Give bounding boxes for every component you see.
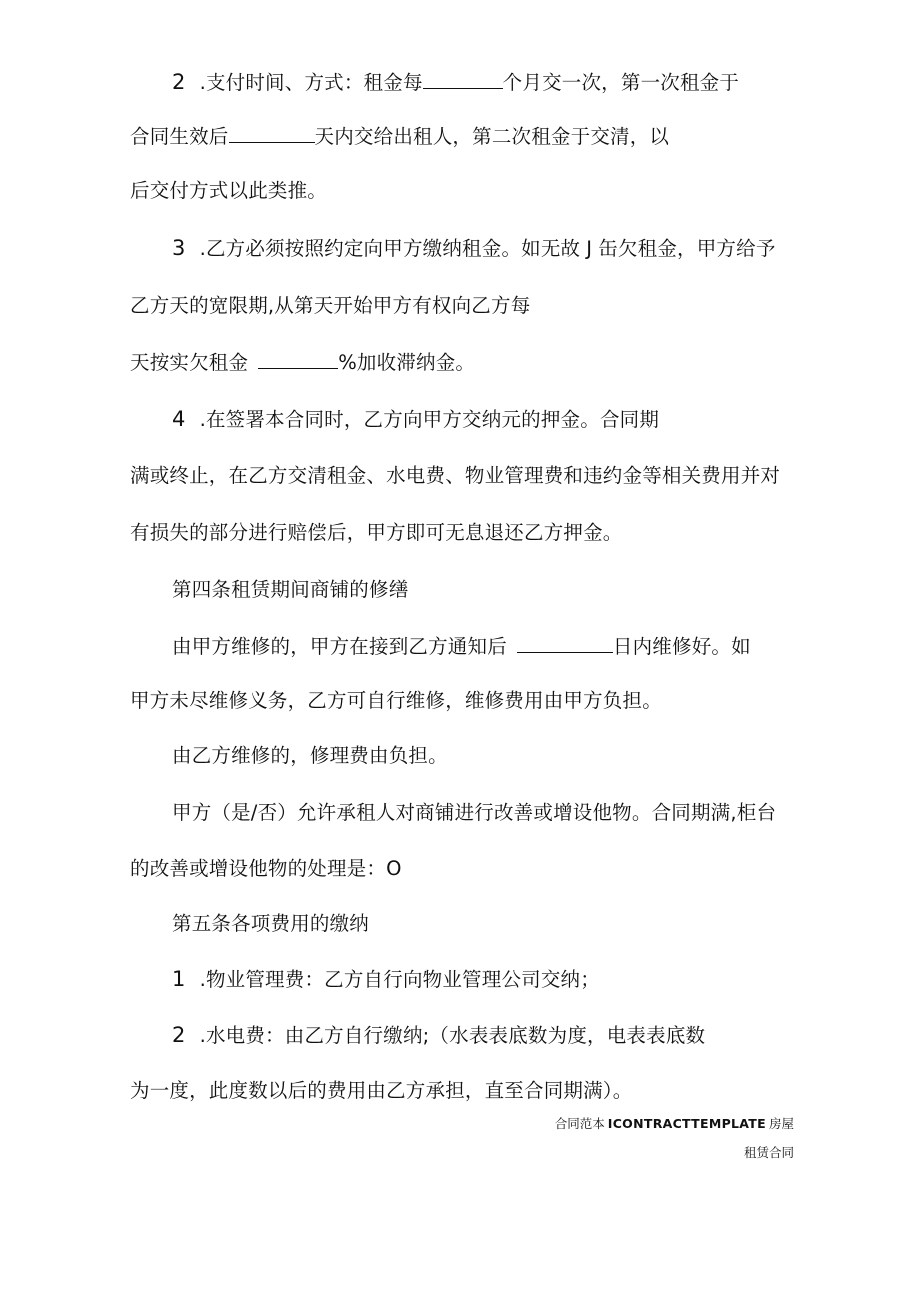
section-heading: 第四条租赁期间商铺的修缮 xyxy=(172,578,409,601)
paragraph-line: 后交付方式以此类推。 xyxy=(130,179,328,202)
text: 由甲方维修的，甲方在接到乙方通知后 xyxy=(172,635,507,658)
paragraph-line: 满或终止，在乙方交清租金、水电费、物业管理费和违约金等相关费用并对 xyxy=(130,464,781,487)
paragraph-utilities xyxy=(172,1021,705,1050)
text: %加收滞纳金。 xyxy=(338,351,476,374)
blank-days xyxy=(229,122,315,143)
text: .物业管理费：乙方自行向物业管理公司交纳； xyxy=(199,968,600,991)
section-heading: 第五条各项费用的缴纳 xyxy=(172,912,370,935)
paragraph-line: 的改善或增设他物的处理是：O xyxy=(130,857,402,880)
footer-brand: ICONTRACTTEMPLATE xyxy=(607,1116,766,1131)
paragraph-repair-lessee: 由乙方维修的，修理费由负担。 xyxy=(172,744,448,767)
paragraph-line: 乙方天的宽限期,从第天开始甲方有权向乙方每 xyxy=(130,294,531,317)
item-number: 2 xyxy=(172,70,186,94)
footer-text: 合同范本 xyxy=(554,1116,605,1131)
footer-text: 房屋 xyxy=(768,1116,794,1131)
text: .乙方必须按照约定向甲方缴纳租金。如无故 xyxy=(199,237,581,260)
page-footer xyxy=(555,1115,794,1133)
paragraph-line: 甲方未尽维修义务，乙方可自行维修，维修费用由甲方负担。 xyxy=(130,689,662,712)
text: .水电费：由乙方自行缴纳;（水表表底数为度，电表表底数 xyxy=(199,1024,706,1047)
paragraph-repair-lessor xyxy=(172,632,751,661)
page-footer-line2: 租赁合同 xyxy=(743,1145,794,1160)
text: 个月交一次，第一次租金于 xyxy=(502,71,740,94)
text: 日内维修好。如 xyxy=(612,635,751,658)
paragraph-payment-terms xyxy=(172,68,739,97)
text: 合同生效后 xyxy=(130,125,229,148)
text: .在签署本合同时，乙方向甲方交纳元的押金。合同期 xyxy=(199,408,660,431)
paragraph-deposit xyxy=(172,405,659,434)
stray-glyph: J xyxy=(586,237,593,260)
paragraph-property-fee xyxy=(172,965,600,994)
paragraph-line xyxy=(130,122,669,151)
text: 天按实欠租金 xyxy=(130,351,249,374)
blank-months xyxy=(423,68,503,89)
paragraph-line: 为一度，此度数以后的费用由乙方承担，直至合同期满）。 xyxy=(130,1079,633,1102)
paragraph-line: 有损失的部分进行赔偿后，甲方即可无息退还乙方押金。 xyxy=(130,521,623,544)
item-number: 1 xyxy=(172,967,186,991)
item-number: 3 xyxy=(172,236,186,260)
paragraph-line xyxy=(130,348,475,377)
paragraph-improvement: 甲方（是/否）允许承租人对商铺进行改善或增设他物。合同期满,柜台 xyxy=(172,801,777,824)
paragraph-rent-obligation xyxy=(172,234,776,263)
text: 天内交给出租人，第二次租金于交清，以 xyxy=(314,125,670,148)
text: 缶欠租金，甲方给予 xyxy=(598,237,776,260)
text: .支付时间、方式：租金每 xyxy=(199,71,423,94)
blank-repair-days xyxy=(517,632,613,653)
item-number: 2 xyxy=(172,1023,186,1047)
blank-percent xyxy=(258,348,338,369)
item-number: 4 xyxy=(172,407,186,431)
